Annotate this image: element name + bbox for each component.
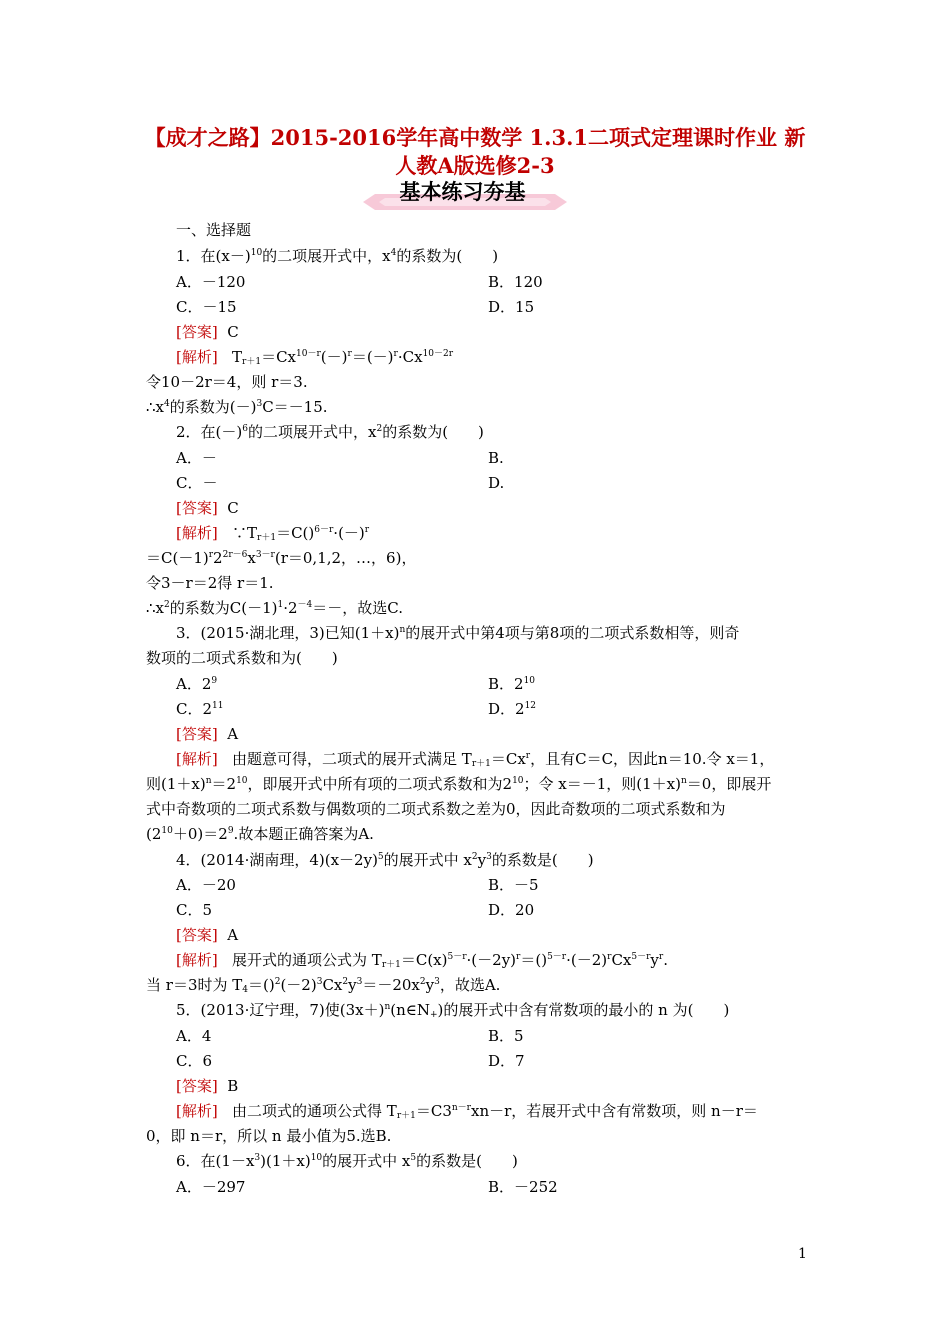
q1-analysis-2: 令10－2r＝4，则 r＝3. xyxy=(146,373,308,391)
q5-analysis-2: 0，即 n＝r，所以 n 最小值为5.选B. xyxy=(146,1127,392,1145)
q2-analysis-4: $\therefore x^2$的系数为$C(-1)^1\cdot 2^{-4}=-$，故选C. xyxy=(146,599,403,617)
q3-analysis-4: $(2^{10}+0)=2^9$.故本题正确答案为A. xyxy=(146,825,374,843)
q3-analysis-1: [解析] 由题意可得，二项式的展开式满足 $T_{r+1}=Cx^r$，且有C＝C，因此n＝10.令 x＝1， xyxy=(176,750,775,769)
q5-option-c: C．6 xyxy=(176,1052,213,1070)
q4-analysis-2: 当 r＝3时为 $T_4=()^2(-2)^3Cx^2y^3=-20x^2y^3$，故选A. xyxy=(146,976,501,995)
answer-label: [答案] xyxy=(176,499,218,517)
q1-option-d: D．15 xyxy=(488,298,535,316)
q1-analysis-1: [解析] $T_{r+1}=Cx^{10-r}(-)^r=(-)^r\cdot Cx^{10-2r}$ xyxy=(176,348,454,367)
question-6-stem: 6．在$(1-x^3)(1+x)^{10}$的展开式中 $x^5$的系数是( ) xyxy=(176,1152,518,1170)
q2-analysis-2: $=C(-1)^r2^{2r-6}x^{3-r}(r=0,1,2$，…，6)， xyxy=(146,549,417,567)
q3-option-c: C．$2^{11}$ xyxy=(176,700,224,718)
section-heading: 一、选择题 xyxy=(176,221,252,239)
answer-label: [答案] xyxy=(176,725,218,743)
question-5-stem: 5．(2013·辽宁理，7)使$(3x+)^n(n\in N_+)$的展开式中含有常数项的最小的 n 为( ) xyxy=(176,1001,730,1020)
q5-option-b: B．5 xyxy=(488,1027,524,1045)
q3-option-b: B．$2^{10}$ xyxy=(488,675,536,693)
q3-option-a: A．$2^9$ xyxy=(176,675,218,693)
answer-label: [答案] xyxy=(176,1077,218,1095)
q2-analysis-3: 令3－r＝2得 r＝1. xyxy=(146,574,274,592)
q5-option-d: D．7 xyxy=(488,1052,525,1070)
analysis-label: [解析] xyxy=(176,750,218,768)
q2-answer: [答案] C xyxy=(176,499,239,517)
q6-option-a: A．－297 xyxy=(176,1178,246,1196)
q6-option-b: B．－252 xyxy=(488,1178,558,1196)
q2-option-b: B. xyxy=(488,449,504,467)
q4-option-b: B．－5 xyxy=(488,876,539,894)
q4-option-c: C．5 xyxy=(176,901,213,919)
analysis-label: [解析] xyxy=(176,524,218,542)
q2-option-a: A．－ xyxy=(176,449,217,467)
title-line-2: 人教A版选修2-3 xyxy=(395,153,555,178)
q1-option-b: B．120 xyxy=(488,273,543,291)
q5-option-a: A．4 xyxy=(176,1027,212,1045)
q3-analysis-2: 则$(1+x)^n=2^{10}$，即展开式中所有项的二项式系数和为$2^{10}$；令 x＝－1，则$(1+x)^n=0$，即展开 xyxy=(146,775,772,793)
q4-option-a: A．－20 xyxy=(176,876,236,894)
question-3-stem-1: 3．(2015·湖北理，3)已知$(1+x)^n$的展开式中第4项与第8项的二项式系数相等，则奇 xyxy=(176,624,740,642)
q4-option-d: D．20 xyxy=(488,901,535,919)
q2-option-d: D. xyxy=(488,474,505,492)
answer-label: [答案] xyxy=(176,323,218,341)
q4-answer: [答案] A xyxy=(176,926,239,944)
analysis-label: [解析] xyxy=(176,348,218,366)
answer-label: [答案] xyxy=(176,926,218,944)
banner-heading: 基本练习夯基 xyxy=(399,179,526,204)
q2-option-c: C．－ xyxy=(176,474,218,492)
analysis-label: [解析] xyxy=(176,951,218,969)
q1-answer: [答案] C xyxy=(176,323,239,341)
question-2-stem: 2．在$(-)^6$的二项展开式中，$x^2$的系数为( ) xyxy=(176,423,484,441)
q5-answer: [答案] B xyxy=(176,1077,239,1095)
question-3-stem-2: 数项的二项式系数和为( ) xyxy=(146,649,338,667)
q1-analysis-3: $\therefore x^4$的系数为$(-)^3C=-15$. xyxy=(146,398,328,416)
analysis-label: [解析] xyxy=(176,1102,218,1120)
page-number: 1 xyxy=(798,1246,807,1262)
q3-answer: [答案] A xyxy=(176,725,239,743)
q3-analysis-3: 式中奇数项的二项式系数与偶数项的二项式系数之差为0，因此奇数项的二项式系数和为 xyxy=(146,800,726,818)
question-1-stem: 1．在$(x-)^{10}$的二项展开式中，$x^4$的系数为( ) xyxy=(176,247,499,265)
title-line-1: 【成才之路】2015-2016学年高中数学 1.3.1二项式定理课时作业 新 xyxy=(144,125,806,150)
q4-analysis-1: [解析] 展开式的通项公式为 $T_{r+1}=C(x)^{5-r}\cdot(-2y)^r=()^{5-r}\cdot(-2)^rCx^{5-r}y^r$. xyxy=(176,951,668,970)
q1-option-a: A．－120 xyxy=(176,273,246,291)
q5-analysis-1: [解析] 由二项式的通项公式得 $T_{r+1}=C3^{n-r}xn-r$，若展开式中含有常数项，则 n－r＝ xyxy=(176,1102,758,1121)
q1-option-c: C．－15 xyxy=(176,298,237,316)
question-4-stem: 4．(2014·湖南理，$4)(x-2y)^5$的展开式中 $x^2y^3$的系数是( ) xyxy=(176,851,594,869)
q2-analysis-1: [解析] $\because T_{r+1}=C()^{6-r}\cdot(-)^r$ xyxy=(176,524,370,543)
q3-option-d: D．$2^{12}$ xyxy=(488,700,537,718)
